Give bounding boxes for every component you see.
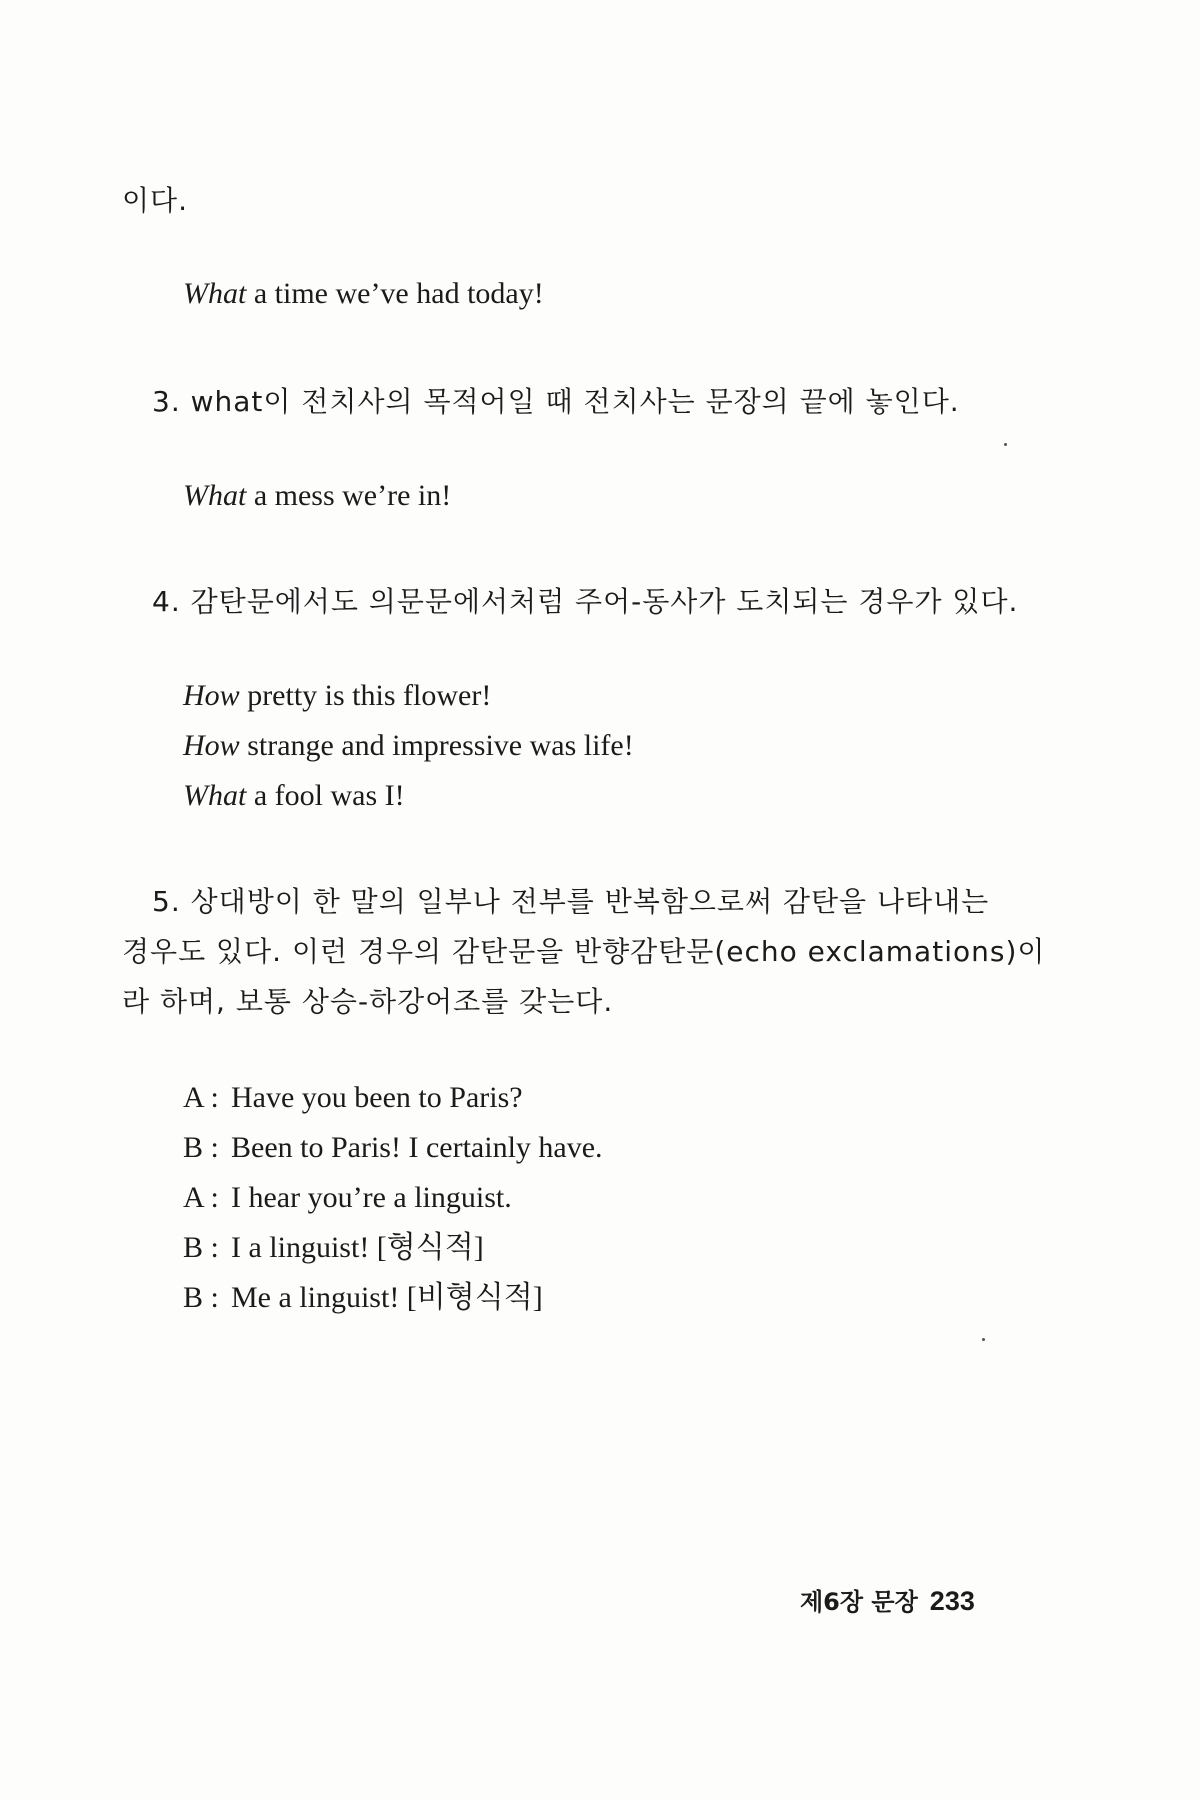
example-sentence [183, 276, 544, 312]
example-rest: a time we’ve had today! [246, 277, 544, 310]
dialog-speaker: B : [183, 1231, 219, 1264]
example-rest: a fool was I! [246, 779, 405, 812]
chapter-title: 제6장 문장 [800, 1588, 918, 1616]
example-sentence [183, 478, 451, 514]
dialog-speaker: A : [183, 1181, 219, 1214]
dialog-line [183, 1180, 512, 1216]
numbered-rule: 5. 상대방이 한 말의 일부나 전부를 반복함으로써 감탄을 나타내는 [152, 885, 990, 918]
scan-speck [1004, 443, 1007, 446]
example-lead-word: What [183, 479, 247, 512]
dialog-text: I a linguist! [형식적] [231, 1231, 484, 1264]
dialog-line [183, 1080, 523, 1116]
example-sentence [183, 778, 405, 814]
dialog-text: Have you been to Paris? [231, 1081, 523, 1114]
example-lead-word: How [183, 679, 240, 712]
numbered-rule: 4. 감탄문에서도 의문문에서처럼 주어-동사가 도치되는 경우가 있다. [152, 585, 1019, 618]
example-sentence [183, 678, 491, 714]
body-text-line: 경우도 있다. 이런 경우의 감탄문을 반향감탄문(echo exclamations)이 [122, 935, 1046, 968]
dialog-text: Me a linguist! [비형식적] [231, 1281, 543, 1314]
example-rest: a mess we’re in! [246, 479, 452, 512]
example-rest: strange and impressive was life! [239, 729, 634, 762]
page-number: 233 [929, 1586, 975, 1616]
numbered-rule: 3. what이 전치사의 목적어일 때 전치사는 문장의 끝에 놓인다. [152, 385, 960, 418]
example-lead-word: How [183, 729, 240, 762]
page-footer [800, 1586, 975, 1617]
body-text-line: 라 하며, 보통 상승-하강어조를 갖는다. [122, 985, 614, 1018]
example-lead-word: What [183, 277, 247, 310]
dialog-speaker: B : [183, 1131, 219, 1164]
dialog-line [183, 1230, 484, 1266]
dialog-text: Been to Paris! I certainly have. [231, 1131, 603, 1164]
dialog-speaker: B : [183, 1281, 219, 1314]
dialog-speaker: A : [183, 1081, 219, 1114]
scan-speck [982, 1338, 985, 1341]
example-rest: pretty is this flower! [239, 679, 492, 712]
example-sentence [183, 728, 634, 764]
dialog-line [183, 1130, 603, 1166]
dialog-line [183, 1280, 543, 1316]
example-lead-word: What [183, 779, 247, 812]
dialog-text: I hear you’re a linguist. [231, 1181, 512, 1214]
body-text-line: 이다. [122, 184, 188, 217]
